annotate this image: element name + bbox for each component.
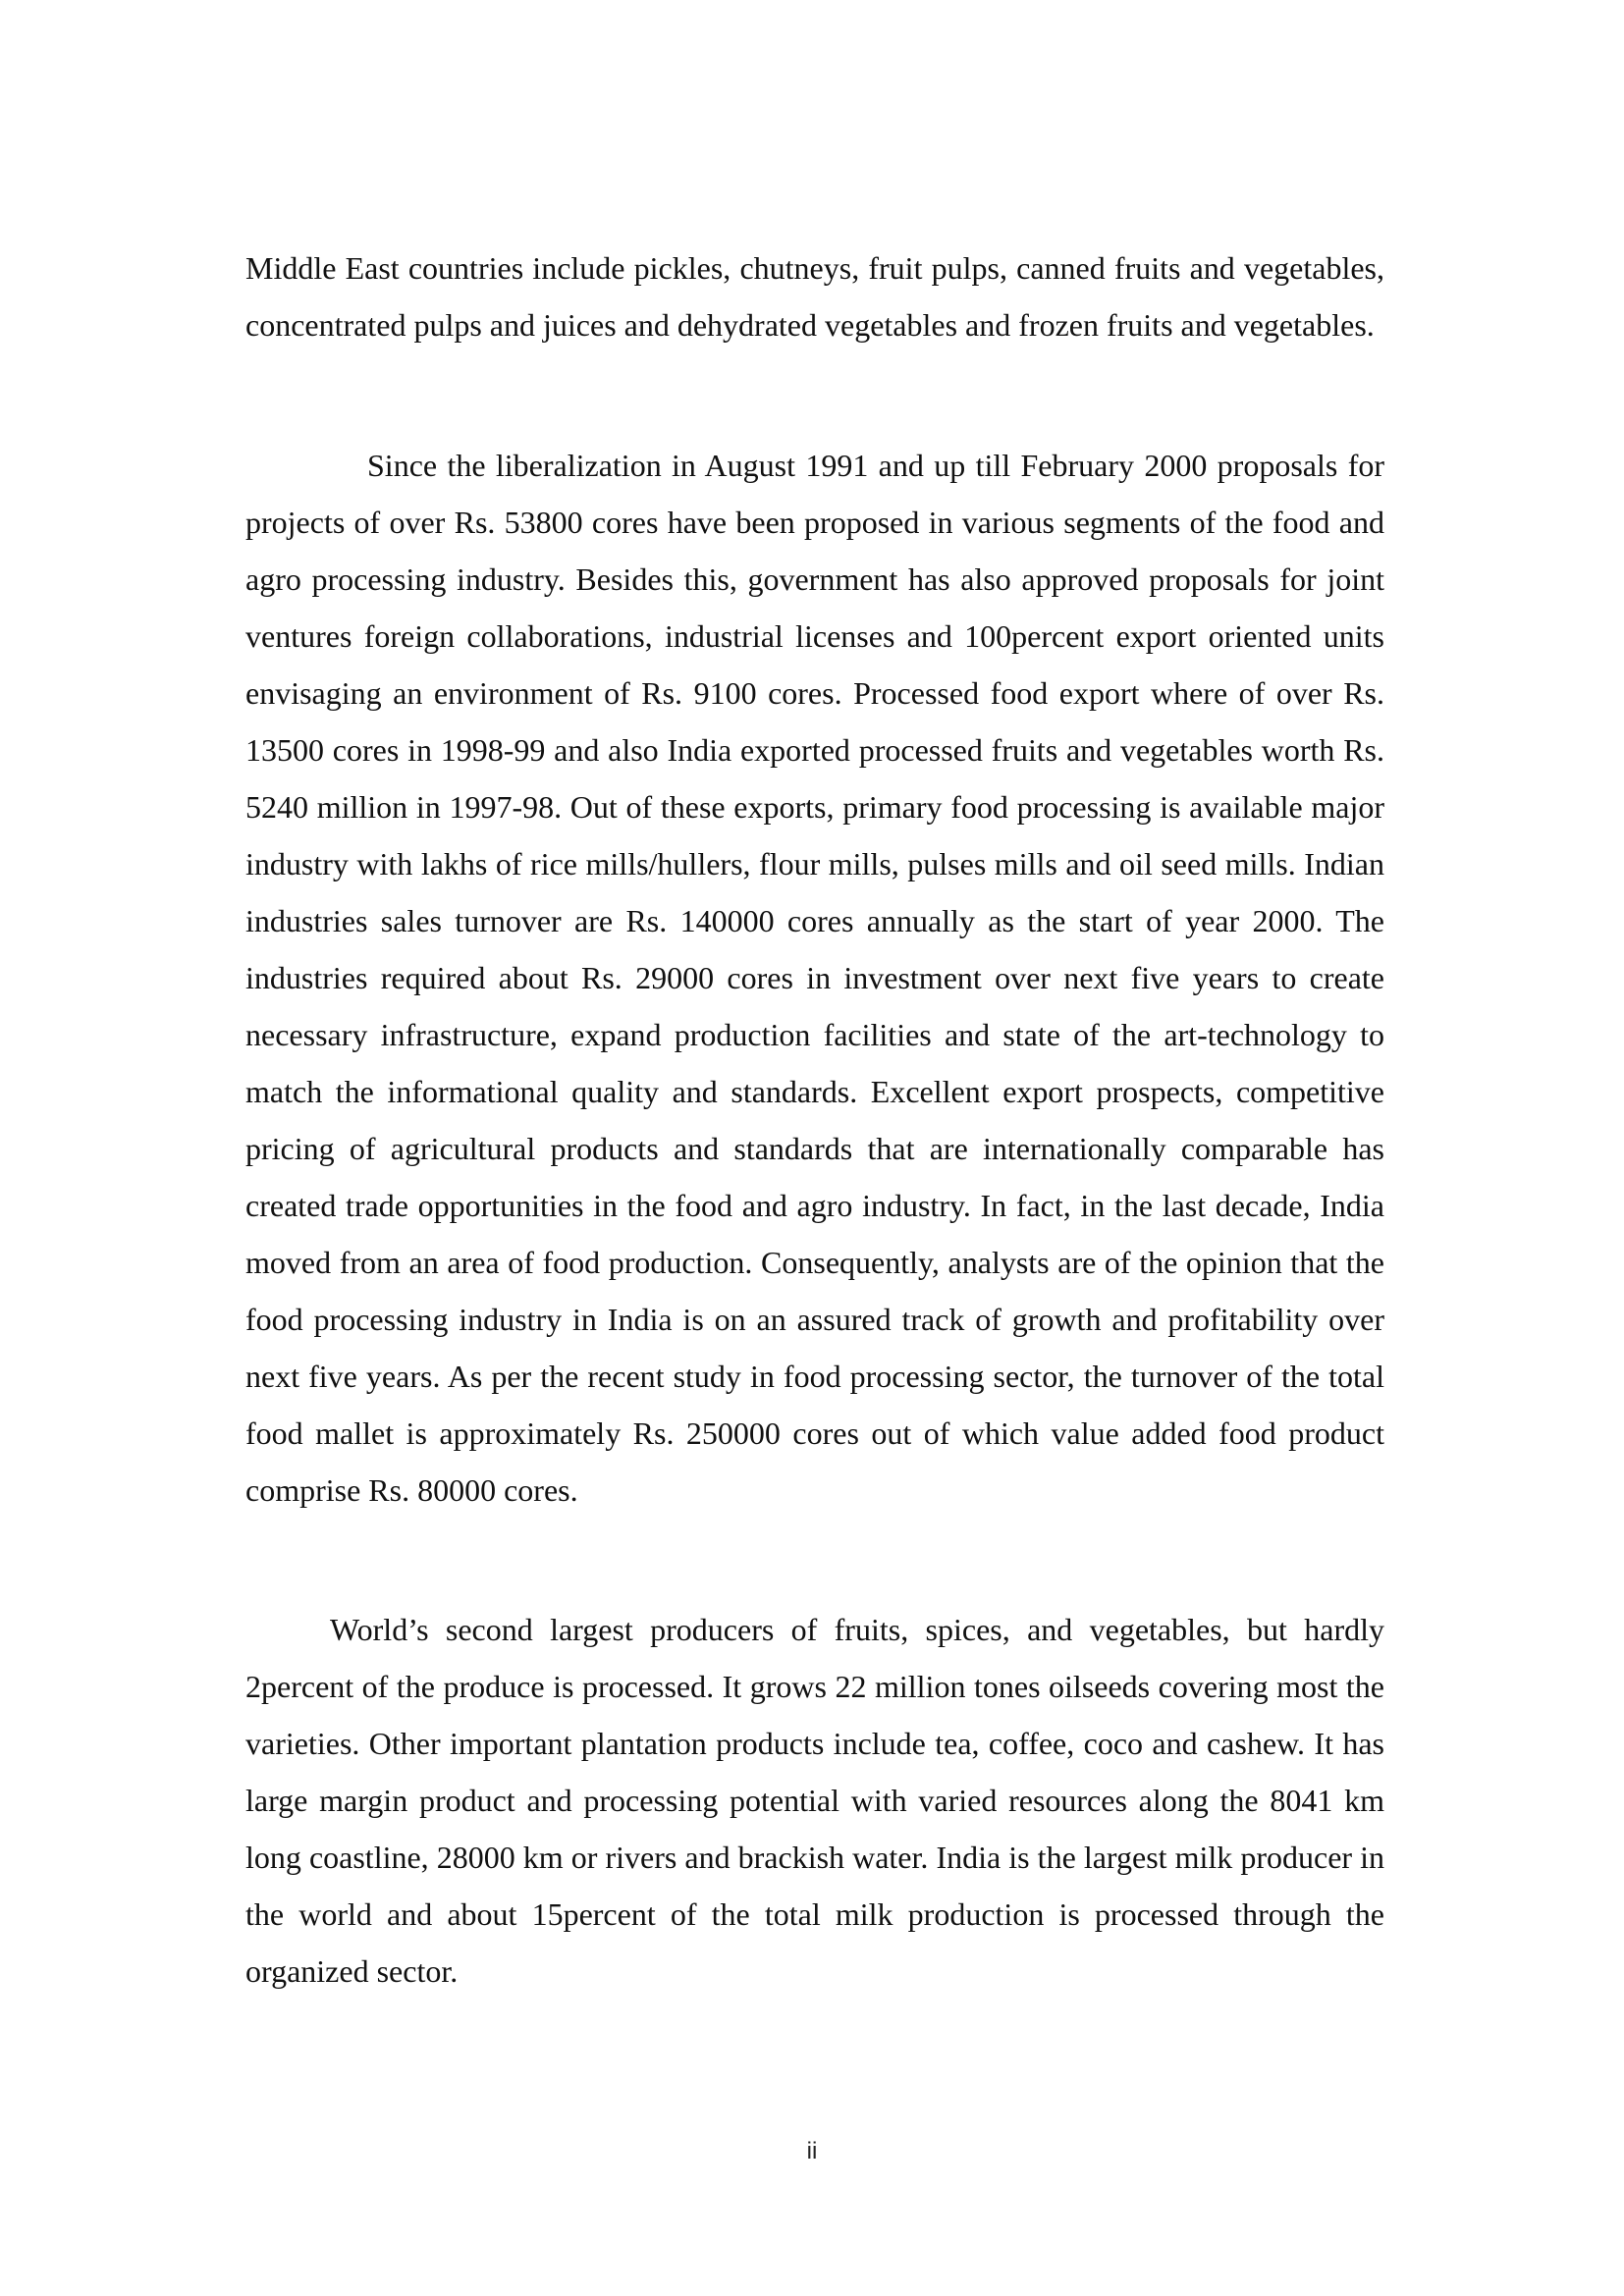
paragraph-export-products: Middle East countries include pickles, chutneys, fruit pulps, canned fruits and vegetables, concentrated pulps and juices and dehydrated vegetables and frozen fruits and vegetables. [245, 250, 1384, 343]
paragraph-liberalization: Since the liberalization in August 1991 and up till February 2000 proposals for projects of over Rs. 53800 cores have been proposed in various segments of the food and agro processing industry. Besides this, government has also approved proposals for joint ventures foreign collaborations, industrial licenses and 100percent export oriented units envisaging an environment of Rs. 9100 cores. Processed food export where of over Rs. 13500 cores in 1998-99 and also India exported processed fruits and vegetables worth Rs. 5240 million in 1997-98. Out of these exports, primary food processing is available major industry with lakhs of rice mills/hullers, flour mills, pulses mills and oil seed mills. Indian industries sales turnover are Rs. 140000 cores annually as the start of year 2000. The industries required about Rs. 29000 cores in investment over next five years to create necessary infrastructure, expand production facilities and state of the art-technology to match the informational quality and standards. Excellent export prospects, competitive pricing of agricultural products and standards that are internationally comparable has created trade opportunities in the food and agro industry. In fact, in the last decade, India moved from an area of food production. Consequently, analysts are of the opinion that the food processing industry in India is on an assured track of growth and profitability over next five years. As per the recent study in food processing sector, the turnover of the total food mallet is approximately Rs. 250000 cores out of which value added food product comprise Rs. 80000 cores. [245, 448, 1384, 1508]
paragraph-produce-processing: World’s second largest producers of fruits, spices, and vegetables, but hardly 2percent of the produce is processed. It grows 22 million tones oilseeds covering most the varieties. Other important plantation products include tea, coffee, coco and cashew. It has large margin product and processing potential with varied resources along the 8041 km long coastline, 28000 km or rivers and brackish water. India is the largest milk producer in the world and about 15percent of the total milk production is processed through the organized sector. [245, 1612, 1384, 1989]
page-number: ii [806, 2138, 818, 2164]
